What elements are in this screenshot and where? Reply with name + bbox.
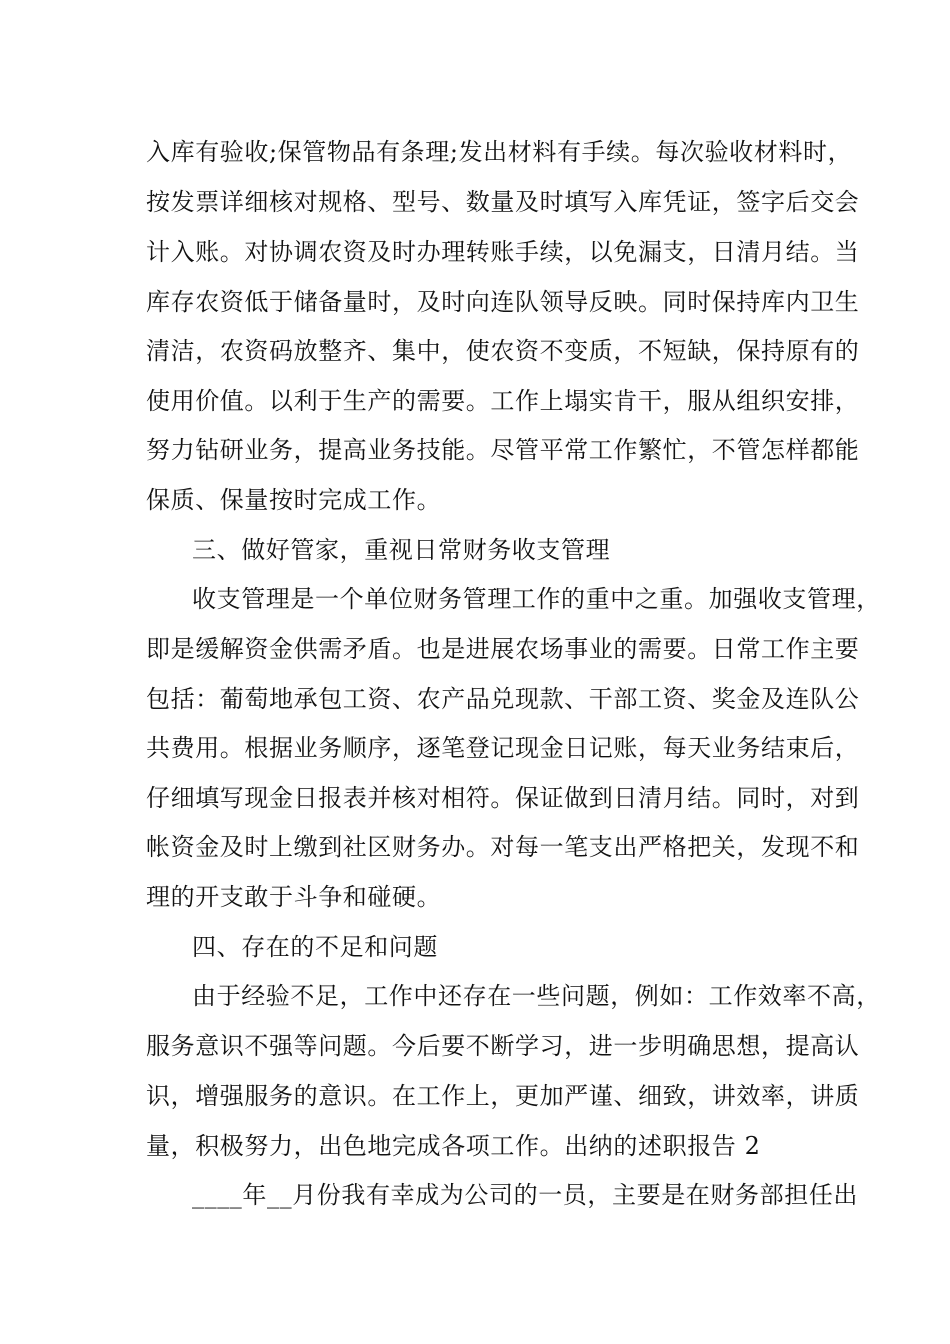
section-heading: 四、存在的不足和问题 bbox=[192, 933, 438, 961]
body-text-line: 共费用。根据业务顺序，逐笔登记现金日记账，每天业务结束后， bbox=[146, 734, 860, 762]
body-text-line: 使用价值。以利于生产的需要。工作上塌实肯干，服从组织安排， bbox=[146, 387, 860, 415]
body-text-line: 服务意识不强等问题。今后要不断学习，进一步明确思想，提高认 bbox=[146, 1032, 860, 1060]
paragraph-first-line: 由于经验不足，工作中还存在一些问题，例如：工作效率不高， bbox=[192, 982, 881, 1010]
section-heading: 三、做好管家，重视日常财务收支管理 bbox=[192, 536, 611, 564]
body-text-line: 理的开支敢于斗争和碰硬。 bbox=[146, 883, 442, 911]
body-text-line: 努力钻研业务，提高业务技能。尽管平常工作繁忙，不管怎样都能 bbox=[146, 436, 860, 464]
body-text-line: 保质、保量按时完成工作。 bbox=[146, 486, 442, 514]
paragraph-first-line: 收支管理是一个单位财务管理工作的重中之重。加强收支管理， bbox=[192, 585, 881, 613]
body-text-line: 包括：葡萄地承包工资、农产品兑现款、干部工资、奖金及连队公 bbox=[146, 685, 860, 713]
body-text-line: 按发票详细核对规格、型号、数量及时填写入库凭证，签字后交会 bbox=[146, 188, 860, 216]
body-text-line: 帐资金及时上缴到社区财务办。对每一笔支出严格把关，发现不和 bbox=[146, 833, 860, 861]
body-text-line: 识，增强服务的意识。在工作上，更加严谨、细致，讲效率，讲质 bbox=[146, 1082, 860, 1110]
body-text-line: 量，积极努力，出色地完成各项工作。出纳的述职报告 2 bbox=[146, 1132, 761, 1160]
body-text-line: 即是缓解资金供需矛盾。也是进展农场事业的需要。日常工作主要 bbox=[146, 635, 860, 663]
body-text-line: 清洁，农资码放整齐、集中，使农资不变质，不短缺，保持原有的 bbox=[146, 337, 860, 365]
paragraph-first-line: ____年__月份我有幸成为公司的一员，主要是在财务部担任出 bbox=[192, 1181, 858, 1209]
body-text-line: 仔细填写现金日报表并核对相符。保证做到日清月结。同时，对到 bbox=[146, 784, 860, 812]
body-text-line: 入库有验收;保管物品有条理;发出材料有手续。每次验收材料时， bbox=[146, 138, 853, 166]
body-text-line: 库存农资低于储备量时，及时向连队领导反映。同时保持库内卫生 bbox=[146, 288, 860, 316]
body-text-line: 计入账。对协调农资及时办理转账手续，以免漏支，日清月结。当 bbox=[146, 238, 860, 266]
